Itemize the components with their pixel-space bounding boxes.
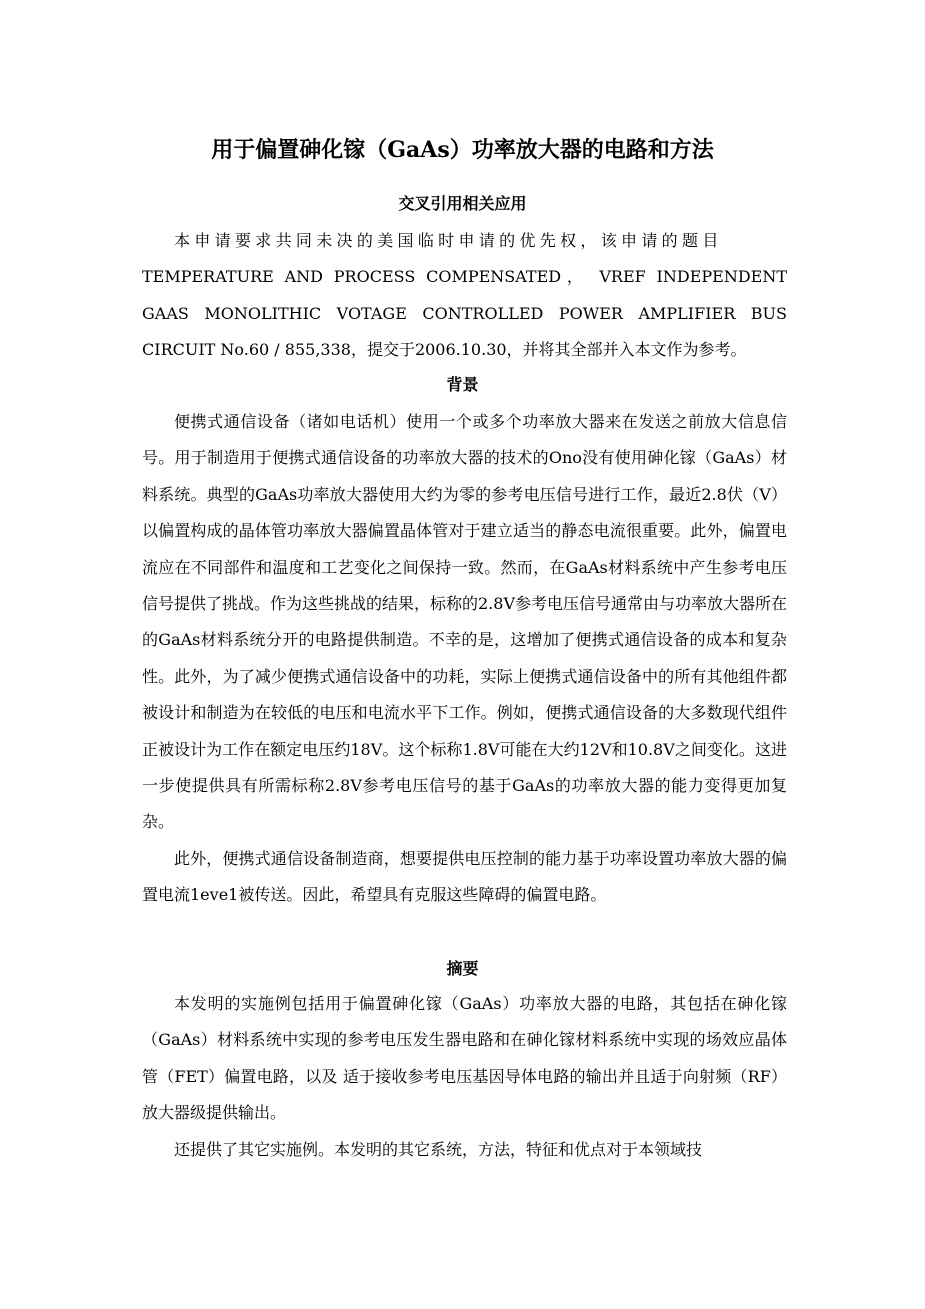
paragraph: 便携式通信设备（诸如电话机）使用一个或多个功率放大器来在发送之前放大信息信号。用于制造用于便携式通信设备的功率放大器的技术的Ono没有使用砷化镓（GaAs）材料系统。典型的GaAs功率放大器使用大约为零的参考电压信号进行工作，最近2.8伏（V）以偏置构成的晶体管功率放大器偏置晶体管对于建立适当的静态电流很重要。此外，偏置电流应在不同部件和温度和工艺变化之间保持一致。然而，在GaAs材料系统中产生参考电压信号提供了挑战。作为这些挑战的结果，标称的2.8V参考电压信号通常由与功率放大器所在的GaAs材料系统分开的电路提供制造。不幸的是，这增加了便携式通信设备的成本和复杂性。此外，为了减少便携式通信设备中的功耗，实际上便携式通信设备中的所有其他组件都被设计和制造为在较低的电压和电流水平下工作。例如，便携式通信设备的大多数现代组件正被设计为工作在额定电压约18V。这个标称1.8V可能在大约12V和10.8V之间变化。这进一步使提供具有所需标称2.8V参考电压信号的基于GaAs的功率放大器的能力变得更加复杂。 [142,412,788,832]
section-heading-summary: 摘要 [446,959,479,978]
section-body-background [142,404,787,914]
section-heading-background: 背景 [446,375,479,394]
paragraph: 本申请要求共同未决的美国临时申请的优先权，该申请的题目 [174,231,723,250]
paragraph: 此外，便携式通信设备制造商，想要提供电压控制的能力基于功率设置功率放大器的偏置电流1eve1被传送。因此，希望具有克服这些障碍的偏置电路。 [142,848,787,905]
document-title: 用于偏置砷化镓（GaAs）功率放大器的电路和方法 [211,137,714,163]
paragraph: TEMPERATURE AND PROCESS COMPENSATED， VREF INDEPENDENT GAAS MONOLITHIC VOTAGE CONTROLLED POWER AMPLIFIER BUS CIRCUIT No.60 / 855,338，提交于2006.10.30，并将其全部并入本文作为参考。 [142,267,787,360]
paragraph: 还提供了其它实施例。本发明的其它系统，方法，特征和优点对于本领域技 [174,1139,703,1159]
section-body-cross-reference [142,223,787,369]
section-body-summary [142,986,787,1168]
paragraph: 本发明的实施例包括用于偏置砷化镓（GaAs）功率放大器的电路，其包括在砷化镓（GaAs）材料系统中实现的参考电压发生器电路和在砷化镓材料系统中实现的场效应晶体管（FET）偏置电路，以及 适于接收参考电压基因导体电路的输出并且适于向射频（RF）放大器级提供输出。 [142,994,787,1123]
section-heading-cross-reference: 交叉引用相关应用 [398,194,527,213]
